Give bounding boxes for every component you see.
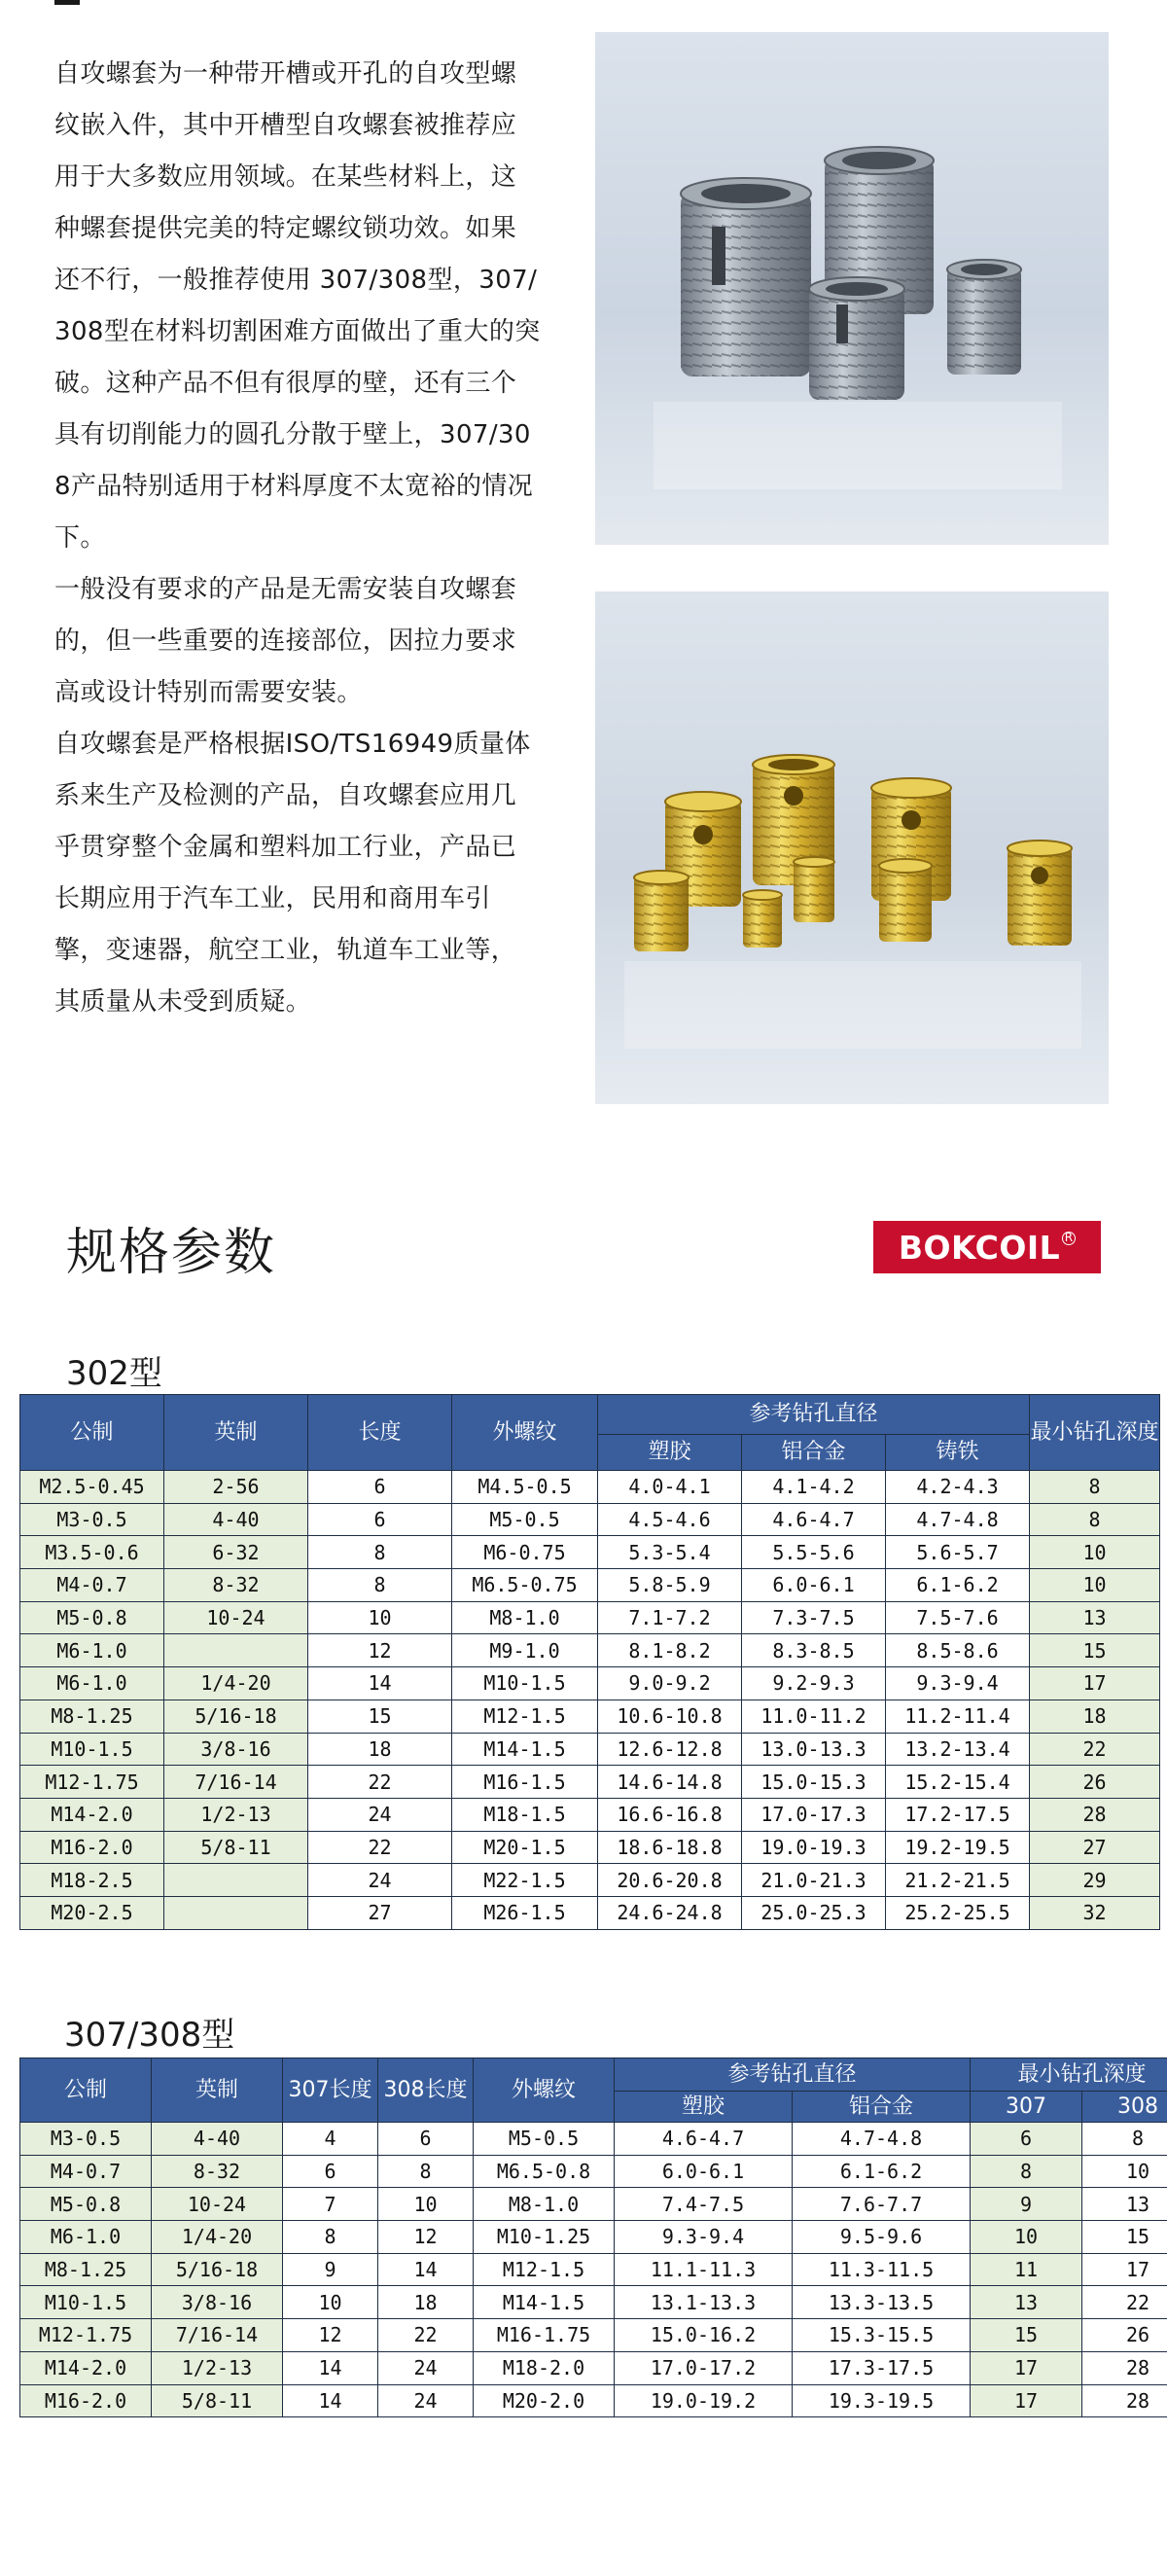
table-cell: 5/16-18: [152, 2253, 283, 2286]
table-cell: 15: [308, 1699, 452, 1733]
table-cell: M6-1.0: [20, 1634, 164, 1667]
table-cell: 22: [308, 1766, 452, 1799]
header-depth-308: 308: [1082, 2092, 1167, 2123]
table-cell: M16-2.0: [20, 1831, 164, 1864]
table-row: [20, 2384, 1167, 2417]
table-cell: 1/4-20: [152, 2221, 283, 2254]
table-cell: 24: [308, 1864, 452, 1897]
table-row: [20, 2319, 1167, 2352]
table-cell: 5/8-11: [152, 2384, 283, 2417]
table-cell: 4-40: [152, 2123, 283, 2156]
table-cell: 12.6-12.8: [598, 1733, 742, 1766]
table-cell: 19.0-19.3: [742, 1831, 886, 1864]
table-cell: 1/4-20: [164, 1667, 308, 1700]
table-cell: M8-1.25: [20, 2253, 152, 2286]
table-cell: 7.5-7.6: [886, 1601, 1030, 1634]
table-cell: 24.6-24.8: [598, 1896, 742, 1929]
intro-text: [54, 49, 541, 1028]
intro-paragraph-1: 自攻螺套为一种带开槽或开孔的自攻型螺纹嵌入件，其中开槽型自攻螺套被推荐应用于大多数应用领域。在某些材料上，这种螺套提供完美的特定螺纹锁功效。如果还不行，一般推荐使用 307/308型，307/308型在材料切割困难方面做出了重大的突破。这种产品不但有很厚的壁，还有三个具有切削能力的圆孔分散于壁上，307/308产品特别适用于材料厚度不太宽裕的情况下。: [54, 59, 541, 553]
table-cell: 11.3-11.5: [793, 2253, 971, 2286]
table-cell: 4.2-4.3: [886, 1471, 1030, 1504]
table-cell: 6: [308, 1471, 452, 1504]
table-cell: 14: [378, 2253, 474, 2286]
table-cell: M4.5-0.5: [452, 1471, 598, 1504]
table-row: [20, 1634, 1160, 1667]
table-cell: 5/8-11: [164, 1831, 308, 1864]
table-cell: 5.6-5.7: [886, 1536, 1030, 1569]
table-cell: 15.0-16.2: [615, 2319, 793, 2352]
table-cell: 19.3-19.5: [793, 2384, 971, 2417]
table-row: [20, 1569, 1160, 1602]
table-row: [20, 2155, 1167, 2188]
bokcoil-logo: [873, 1221, 1101, 1273]
table-cell: M9-1.0: [452, 1634, 598, 1667]
table-cell: M5-0.8: [20, 1601, 164, 1634]
table-cell: 8.5-8.6: [886, 1634, 1030, 1667]
table-cell: M3-0.5: [20, 2123, 152, 2156]
table-cell: M12-1.75: [20, 1766, 164, 1799]
table-cell: 12: [308, 1634, 452, 1667]
table-cell: 28: [1082, 2351, 1167, 2384]
table-cell: 14: [283, 2384, 378, 2417]
table-cell: 7.4-7.5: [615, 2188, 793, 2221]
table-cell: 8: [308, 1569, 452, 1602]
table-cell: 15.3-15.5: [793, 2319, 971, 2352]
table-cell: M14-2.0: [20, 2351, 152, 2384]
table-cell: M22-1.5: [452, 1864, 598, 1897]
header-outer-thread: 外螺纹: [474, 2058, 615, 2123]
table-cell: 5.5-5.6: [742, 1536, 886, 1569]
table-302-body: [20, 1471, 1160, 1930]
table-cell: 13: [1030, 1601, 1160, 1634]
table-307-body: [20, 2123, 1167, 2417]
table-cell: 13: [1082, 2188, 1167, 2221]
table-cell: 5.3-5.4: [598, 1536, 742, 1569]
table-cell: M16-2.0: [20, 2384, 152, 2417]
table-cell: 10: [971, 2221, 1082, 2254]
table-cell: M10-1.25: [474, 2221, 615, 2254]
table-cell: M6-0.75: [452, 1536, 598, 1569]
table-cell: 6.1-6.2: [793, 2155, 971, 2188]
table-307-308: [19, 2057, 1167, 2417]
table-cell: 17: [971, 2384, 1082, 2417]
table-cell: 17.0-17.2: [615, 2351, 793, 2384]
table-cell: 5/16-18: [164, 1699, 308, 1733]
table-cell: 8-32: [152, 2155, 283, 2188]
table-cell: 8: [283, 2221, 378, 2254]
table-cell: M2.5-0.45: [20, 1471, 164, 1504]
table-cell: 4: [283, 2123, 378, 2156]
table-cell: [164, 1864, 308, 1897]
table-cell: 7/16-14: [164, 1766, 308, 1799]
header-min-depth: 最小钻孔深度: [1030, 1395, 1160, 1471]
table-cell: 10-24: [152, 2188, 283, 2221]
table-cell: 13.0-13.3: [742, 1733, 886, 1766]
table-cell: M14-2.0: [20, 1798, 164, 1831]
table-cell: 11.2-11.4: [886, 1699, 1030, 1733]
header-outer-thread: 外螺纹: [452, 1395, 598, 1471]
table-cell: 12: [378, 2221, 474, 2254]
table-cell: 3/8-16: [164, 1733, 308, 1766]
table-cell: 9.3-9.4: [615, 2221, 793, 2254]
steel-inserts-illustration: [595, 32, 1109, 545]
table-row: [20, 1766, 1160, 1799]
header-cast-iron: 铸铁: [886, 1435, 1030, 1471]
header-metric: 公制: [20, 2058, 152, 2123]
table-cell: 22: [1082, 2286, 1167, 2319]
table-cell: 15.0-15.3: [742, 1766, 886, 1799]
table-cell: 9.2-9.3: [742, 1667, 886, 1700]
table-cell: 25.2-25.5: [886, 1896, 1030, 1929]
table-302-title: 302型: [66, 1354, 162, 1393]
table-cell: 21.0-21.3: [742, 1864, 886, 1897]
table-cell: 8: [1030, 1471, 1160, 1504]
table-cell: 21.2-21.5: [886, 1864, 1030, 1897]
table-cell: 6.0-6.1: [742, 1569, 886, 1602]
table-cell: 5.8-5.9: [598, 1569, 742, 1602]
table-cell: 10: [283, 2286, 378, 2319]
table-cell: M10-1.5: [20, 2286, 152, 2319]
header-aluminum: 铝合金: [793, 2092, 971, 2123]
table-row: [20, 2188, 1167, 2221]
table-cell: 13.3-13.5: [793, 2286, 971, 2319]
table-row: [20, 1601, 1160, 1634]
header-plastic: 塑胶: [615, 2092, 793, 2123]
table-row: [20, 2286, 1167, 2319]
table-cell: 6-32: [164, 1536, 308, 1569]
table-cell: 22: [308, 1831, 452, 1864]
table-cell: 9: [283, 2253, 378, 2286]
table-cell: 1/2-13: [152, 2351, 283, 2384]
table-cell: 11.0-11.2: [742, 1699, 886, 1733]
table-cell: 24: [378, 2384, 474, 2417]
table-cell: M14-1.5: [474, 2286, 615, 2319]
table-cell: 7.6-7.7: [793, 2188, 971, 2221]
table-cell: 6: [283, 2155, 378, 2188]
table-cell: 1/2-13: [164, 1798, 308, 1831]
table-row: [20, 2123, 1167, 2156]
table-307-title: 307/308型: [64, 2016, 235, 2055]
table-cell: 4.7-4.8: [793, 2123, 971, 2156]
table-cell: M12-1.5: [452, 1699, 598, 1733]
table-cell: 11.1-11.3: [615, 2253, 793, 2286]
table-cell: M5-0.5: [452, 1503, 598, 1536]
table-cell: M12-1.75: [20, 2319, 152, 2352]
header-308-length: 308长度: [378, 2058, 474, 2123]
table-cell: M6-1.0: [20, 2221, 152, 2254]
table-row: [20, 1536, 1160, 1569]
table-cell: 6.0-6.1: [615, 2155, 793, 2188]
table-cell: M16-1.75: [474, 2319, 615, 2352]
intro-paragraph-3: 自攻螺套是严格根据ISO/TS16949质量体系来生产及检测的产品，自攻螺套应用几乎贯穿整个金属和塑料加工行业，产品已长期应用于汽车工业，民用和商用车引擎，变速器，航空工业，轨道车工业等，其质量从未受到质疑。: [54, 730, 531, 1017]
table-cell: 20.6-20.8: [598, 1864, 742, 1897]
table-cell: 7.3-7.5: [742, 1601, 886, 1634]
table-cell: 15: [971, 2319, 1082, 2352]
table-cell: 8: [971, 2155, 1082, 2188]
table-cell: M18-1.5: [452, 1798, 598, 1831]
table-cell: 26: [1030, 1766, 1160, 1799]
table-cell: 4.0-4.1: [598, 1471, 742, 1504]
table-cell: M8-1.25: [20, 1699, 164, 1733]
table-cell: 2-56: [164, 1471, 308, 1504]
table-cell: 10.6-10.8: [598, 1699, 742, 1733]
table-cell: 28: [1082, 2384, 1167, 2417]
table-cell: 14: [308, 1667, 452, 1700]
table-cell: 4.5-4.6: [598, 1503, 742, 1536]
intro-paragraph-2: 一般没有要求的产品是无需安装自攻螺套的，但一些重要的连接部位，因拉力要求高或设计特别而需要安装。: [54, 575, 517, 707]
table-cell: 8-32: [164, 1569, 308, 1602]
table-cell: [164, 1634, 308, 1667]
table-cell: 6: [378, 2123, 474, 2156]
header-imperial: 英制: [152, 2058, 283, 2123]
table-cell: 16.6-16.8: [598, 1798, 742, 1831]
table-cell: 9.5-9.6: [793, 2221, 971, 2254]
table-cell: M12-1.5: [474, 2253, 615, 2286]
table-cell: 28: [1030, 1798, 1160, 1831]
table-cell: M3-0.5: [20, 1503, 164, 1536]
table-row: [20, 1896, 1160, 1929]
table-cell: 18: [1030, 1699, 1160, 1733]
table-row: [20, 1667, 1160, 1700]
table-cell: 22: [1030, 1733, 1160, 1766]
table-row: [20, 1503, 1160, 1536]
table-cell: 6: [308, 1503, 452, 1536]
header-307-length: 307长度: [283, 2058, 378, 2123]
table-cell: 4.6-4.7: [742, 1503, 886, 1536]
table-cell: 8: [378, 2155, 474, 2188]
table-cell: M8-1.0: [452, 1601, 598, 1634]
table-cell: M3.5-0.6: [20, 1536, 164, 1569]
brass-inserts-illustration: [595, 591, 1109, 1104]
table-cell: 9.0-9.2: [598, 1667, 742, 1700]
table-cell: 22: [378, 2319, 474, 2352]
table-cell: M4-0.7: [20, 1569, 164, 1602]
table-row: [20, 1831, 1160, 1864]
table-cell: M26-1.5: [452, 1896, 598, 1929]
table-cell: 27: [1030, 1831, 1160, 1864]
table-cell: 4-40: [164, 1503, 308, 1536]
table-cell: 9: [971, 2188, 1082, 2221]
table-row: [20, 2351, 1167, 2384]
table-row: [20, 1699, 1160, 1733]
table-cell: 7/16-14: [152, 2319, 283, 2352]
table-cell: 7.1-7.2: [598, 1601, 742, 1634]
table-cell: 32: [1030, 1896, 1160, 1929]
table-cell: M20-1.5: [452, 1831, 598, 1864]
table-cell: 6.1-6.2: [886, 1569, 1030, 1602]
table-cell: 10-24: [164, 1601, 308, 1634]
table-cell: 4.1-4.2: [742, 1471, 886, 1504]
photo-steel-inserts: [595, 32, 1109, 545]
table-cell: 17.3-17.5: [793, 2351, 971, 2384]
table-cell: 3/8-16: [152, 2286, 283, 2319]
header-drill-diameter: 参考钻孔直径: [598, 1395, 1030, 1435]
table-row: [20, 1733, 1160, 1766]
table-cell: M18-2.5: [20, 1864, 164, 1897]
table-cell: M10-1.5: [20, 1733, 164, 1766]
table-cell: 17.0-17.3: [742, 1798, 886, 1831]
table-cell: 18: [308, 1733, 452, 1766]
registered-mark-icon: R: [1062, 1232, 1076, 1245]
table-cell: M8-1.0: [474, 2188, 615, 2221]
table-cell: 6: [971, 2123, 1082, 2156]
table-cell: 4.7-4.8: [886, 1503, 1030, 1536]
table-cell: 10: [1030, 1569, 1160, 1602]
table-cell: 12: [283, 2319, 378, 2352]
table-cell: 14.6-14.8: [598, 1766, 742, 1799]
table-cell: M20-2.5: [20, 1896, 164, 1929]
table-cell: 10: [1030, 1536, 1160, 1569]
top-decoration: [54, 0, 80, 5]
table-cell: 27: [308, 1896, 452, 1929]
table-cell: 4.6-4.7: [615, 2123, 793, 2156]
table-cell: 29: [1030, 1864, 1160, 1897]
table-cell: M6-1.0: [20, 1667, 164, 1700]
table-cell: 13: [971, 2286, 1082, 2319]
header-metric: 公制: [20, 1395, 164, 1471]
table-cell: 13.2-13.4: [886, 1733, 1030, 1766]
table-cell: 24: [378, 2351, 474, 2384]
table-cell: M6.5-0.8: [474, 2155, 615, 2188]
table-cell: 26: [1082, 2319, 1167, 2352]
header-aluminum: 铝合金: [742, 1435, 886, 1471]
table-cell: M16-1.5: [452, 1766, 598, 1799]
table-cell: M14-1.5: [452, 1733, 598, 1766]
table-cell: 15.2-15.4: [886, 1766, 1030, 1799]
table-cell: 15: [1030, 1634, 1160, 1667]
table-row: [20, 2221, 1167, 2254]
table-cell: M18-2.0: [474, 2351, 615, 2384]
table-cell: 19.2-19.5: [886, 1831, 1030, 1864]
table-row: [20, 2253, 1167, 2286]
header-plastic: 塑胶: [598, 1435, 742, 1471]
header-drill-diameter: 参考钻孔直径: [615, 2058, 971, 2092]
table-cell: [164, 1896, 308, 1929]
table-cell: 15: [1082, 2221, 1167, 2254]
table-cell: 24: [308, 1798, 452, 1831]
table-cell: 18: [378, 2286, 474, 2319]
table-cell: 8: [1030, 1503, 1160, 1536]
table-cell: 13.1-13.3: [615, 2286, 793, 2319]
table-cell: M6.5-0.75: [452, 1569, 598, 1602]
logo-text: BOKCOIL: [898, 1228, 1061, 1267]
table-cell: M5-0.8: [20, 2188, 152, 2221]
table-302: [19, 1394, 1160, 1930]
table-cell: 14: [283, 2351, 378, 2384]
table-row: [20, 1471, 1160, 1504]
table-cell: 10: [1082, 2155, 1167, 2188]
header-depth-307: 307: [971, 2092, 1082, 2123]
table-cell: 10: [308, 1601, 452, 1634]
table-cell: 18.6-18.8: [598, 1831, 742, 1864]
table-cell: 8.3-8.5: [742, 1634, 886, 1667]
table-row: [20, 1864, 1160, 1897]
table-cell: M5-0.5: [474, 2123, 615, 2156]
table-cell: 17: [1082, 2253, 1167, 2286]
photo-brass-inserts: [595, 591, 1109, 1104]
header-length: 长度: [308, 1395, 452, 1471]
table-cell: M20-2.0: [474, 2384, 615, 2417]
spec-title: 规格参数: [66, 1224, 277, 1282]
table-cell: 11: [971, 2253, 1082, 2286]
table-row: [20, 1798, 1160, 1831]
table-cell: 17.2-17.5: [886, 1798, 1030, 1831]
table-cell: 25.0-25.3: [742, 1896, 886, 1929]
table-cell: M10-1.5: [452, 1667, 598, 1700]
table-cell: 8.1-8.2: [598, 1634, 742, 1667]
table-cell: 17: [1030, 1667, 1160, 1700]
table-cell: 7: [283, 2188, 378, 2221]
table-cell: 8: [308, 1536, 452, 1569]
table-cell: M4-0.7: [20, 2155, 152, 2188]
table-cell: 8: [1082, 2123, 1167, 2156]
header-min-depth: 最小钻孔深度: [971, 2058, 1167, 2092]
table-cell: 10: [378, 2188, 474, 2221]
table-cell: 19.0-19.2: [615, 2384, 793, 2417]
table-cell: 17: [971, 2351, 1082, 2384]
table-cell: 9.3-9.4: [886, 1667, 1030, 1700]
header-imperial: 英制: [164, 1395, 308, 1471]
